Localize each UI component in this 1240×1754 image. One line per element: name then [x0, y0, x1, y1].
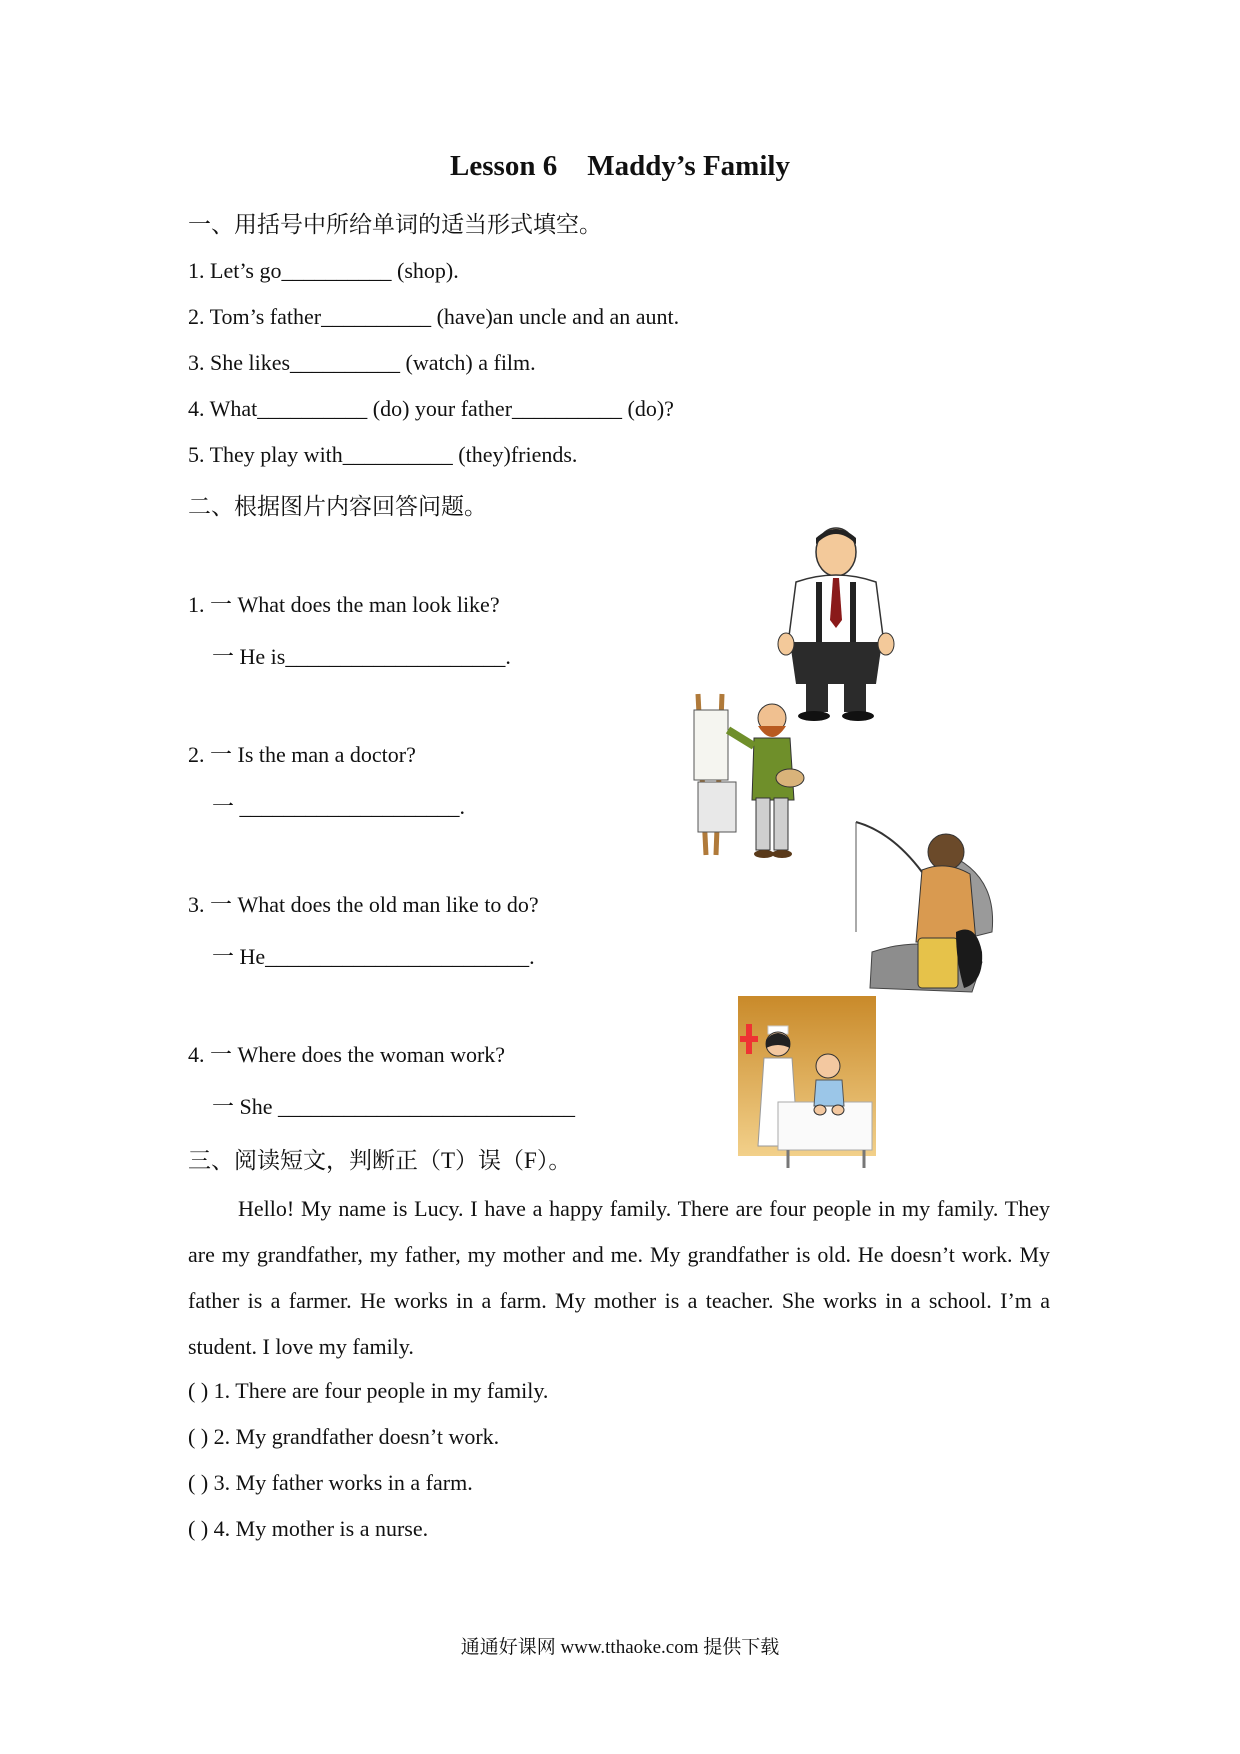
fisherman-illustration	[852, 812, 998, 998]
section1-item: 4. What__________ (do) your father__________ (do)?	[188, 396, 674, 421]
page-title: Lesson 6 Maddy’s Family	[450, 150, 790, 182]
tf-statement: ( ) 3. My father works in a farm.	[188, 1470, 473, 1495]
nurse-illustration	[738, 996, 876, 1170]
section1-item: 2. Tom’s father__________ (have)an uncle and an aunt.	[188, 304, 680, 329]
section1-item: 5. They play with__________ (they)friends.	[188, 442, 578, 467]
answer-3: 一 He________________________.	[212, 944, 535, 969]
tf-statement: ( ) 2. My grandfather doesn’t work.	[188, 1424, 500, 1449]
question-2: 2. 一 Is the man a doctor?	[188, 742, 416, 767]
tf-statement: ( ) 4. My mother is a nurse.	[188, 1516, 429, 1541]
answer-2: 一 ____________________.	[212, 794, 466, 819]
footer: 通通好课网 www.tthaoke.com 提供下载	[460, 1637, 780, 1658]
tf-statement: ( ) 1. There are four people in my family.	[188, 1378, 549, 1403]
answer-1: 一 He is____________________.	[212, 644, 511, 669]
question-3: 3. 一 What does the old man like to do?	[188, 892, 539, 917]
painter-illustration	[686, 690, 810, 860]
section1-item: 3. She likes__________ (watch) a film.	[188, 350, 536, 375]
section3-heading: 三、阅读短文，判断正（T）误（F）。	[188, 1148, 572, 1173]
answer-4: 一 She ___________________________	[212, 1094, 576, 1119]
section2-heading: 二、根据图片内容回答问题。	[188, 494, 487, 519]
question-1: 1. 一 What does the man look like?	[188, 592, 500, 617]
section1-item: 1. Let’s go__________ (shop).	[188, 258, 459, 283]
question-4: 4. 一 Where does the woman work?	[188, 1042, 506, 1067]
section1-heading: 一、用括号中所给单词的适当形式填空。	[188, 212, 602, 237]
reading-passage: Hello! My name is Lucy. I have a happy family. There are four people in my family. They are my grandfather, my father, my mother and me. My grandfather is old. He doesn’t work. My father is a farmer. He works in a farm. My mother is a teacher. She works in a school. I’m a student. I love my family.	[188, 1196, 1050, 1359]
